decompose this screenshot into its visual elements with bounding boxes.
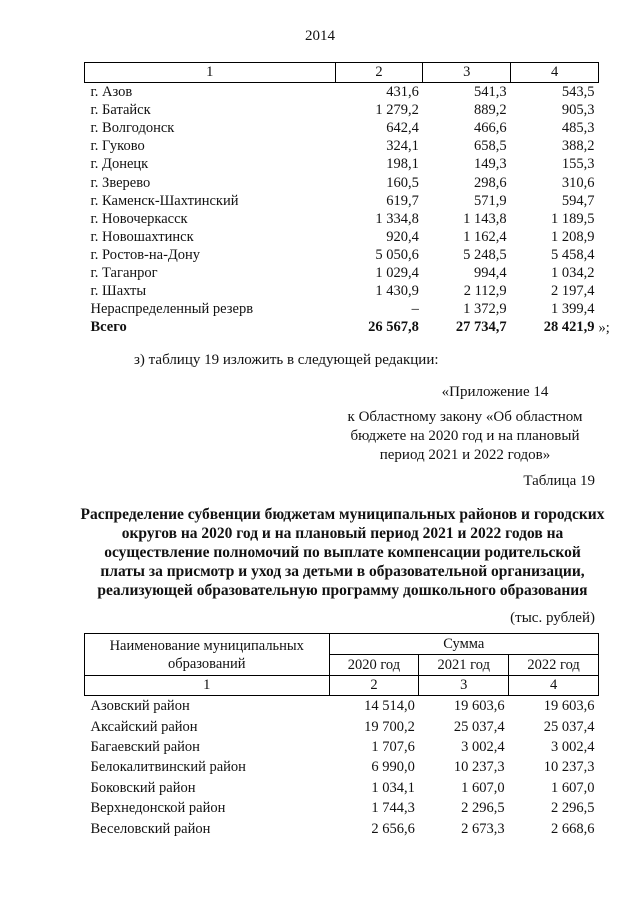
row-name: г. Азов [90, 84, 133, 101]
row-name: г. Новочеркасск [90, 210, 188, 227]
row-value: 6 990,0 [371, 759, 415, 776]
total-value: 27 734,7 [455, 319, 507, 336]
table-districts-cities [84, 62, 610, 337]
table-row [85, 737, 599, 757]
column-number: 1 [85, 676, 330, 696]
row-value: 466,6 [474, 120, 507, 137]
row-value: 541,3 [474, 84, 507, 101]
amendment-text: з) таблицу 19 изложить в следующей редакции: [134, 352, 439, 368]
row-value: 1 334,8 [375, 210, 419, 227]
closing-quote: »; [598, 320, 610, 337]
row-value: 149,3 [474, 156, 507, 173]
row-value: 324,1 [386, 138, 419, 155]
row-value: 994,4 [474, 264, 507, 281]
row-name: г. Зверево [90, 174, 151, 191]
column-header-year: 2021 год [419, 655, 509, 676]
column-number: 3 [423, 63, 511, 83]
row-value: 889,2 [474, 102, 507, 119]
row-name: г. Донецк [90, 156, 149, 173]
row-value: – [411, 301, 419, 318]
row-value: 1 279,2 [375, 102, 419, 119]
table-row [85, 778, 599, 798]
row-value: 155,3 [561, 156, 595, 173]
row-value: 543,5 [561, 84, 595, 101]
row-value: 19 700,2 [364, 718, 415, 735]
row-value: 1 607,0 [461, 779, 505, 796]
row-value: 571,9 [474, 192, 507, 209]
row-value: 19 603,6 [543, 698, 595, 715]
table-row [85, 716, 599, 736]
column-header-year: 2022 год [509, 655, 599, 676]
row-value: 19 603,6 [453, 698, 505, 715]
table-row [85, 798, 599, 818]
row-name: Веселовский район [90, 820, 211, 837]
row-value: 2 112,9 [463, 283, 507, 300]
row-value: 10 237,3 [543, 759, 595, 776]
page-number: 2014 [305, 28, 335, 44]
appendix-reference: к Областному закону «Об областном бюджете на 2020 год и на плановый период 2021 и 2022 годов» [347, 409, 583, 463]
table-heading: Распределение субвенции бюджетам муниципальных районов и городских округов на 2020 год и на плановый период 2021 и 2022 годов на осуществление полномочий по выплате компенсации родительской платы за присмотр и уход за детьми в образовательной организации, реализующей образовательную программу дошкольного образования [80, 506, 605, 599]
row-value: 619,7 [386, 192, 419, 209]
table-row [85, 300, 599, 318]
row-value: 1 029,4 [375, 264, 419, 281]
table-number-row [85, 676, 599, 696]
column-header-sum: Сумма [329, 634, 598, 655]
table-header-row [85, 63, 599, 83]
row-value: 1 430,9 [375, 283, 419, 300]
row-value: 25 037,4 [453, 718, 505, 735]
row-value: 298,6 [474, 174, 507, 191]
row-name: г. Каменск-Шахтинский [90, 192, 239, 209]
row-value: 160,5 [386, 174, 419, 191]
column-number: 2 [329, 676, 419, 696]
row-name: Верхнедонской район [90, 800, 226, 817]
row-value: 2 197,4 [551, 283, 595, 300]
row-value: 1 744,3 [371, 800, 415, 817]
total-value: 28 421,9 [543, 319, 595, 336]
table-row [85, 246, 599, 264]
row-name: Нераспределенный резерв [90, 301, 254, 318]
row-value: 1 707,6 [371, 738, 415, 755]
row-value: 2 673,3 [461, 820, 505, 837]
row-value: 310,6 [561, 174, 595, 191]
row-value: 1 034,2 [551, 264, 595, 281]
column-header-year: 2020 год [329, 655, 419, 676]
row-value: 1 372,9 [463, 301, 507, 318]
row-value: 5 050,6 [375, 246, 419, 263]
row-value: 3 002,4 [461, 738, 505, 755]
row-name: Белокалитвинский район [90, 759, 246, 776]
total-label: Всего [90, 319, 127, 336]
table-row [85, 101, 599, 119]
row-value: 485,3 [561, 120, 595, 137]
row-value: 2 296,5 [461, 800, 505, 817]
row-value: 431,6 [386, 84, 419, 101]
column-header-name: Наименование муниципальных образований [85, 634, 330, 676]
total-value: 26 567,8 [368, 319, 419, 336]
row-value: 10 237,3 [453, 759, 505, 776]
appendix-title: «Приложение 14 [441, 384, 549, 400]
row-value: 5 458,4 [551, 246, 595, 263]
row-value: 388,2 [561, 138, 595, 155]
row-name: г. Волгодонск [90, 120, 175, 137]
table-row [85, 228, 599, 246]
column-number: 1 [85, 63, 336, 83]
row-name: Аксайский район [90, 718, 198, 735]
units-label: (тыс. рублей) [510, 610, 595, 626]
row-value: 198,1 [386, 156, 419, 173]
row-name: Багаевский район [90, 738, 200, 755]
total-row [85, 318, 599, 336]
table-row [85, 155, 599, 173]
row-value: 2 296,5 [551, 800, 595, 817]
table-subvention [84, 633, 599, 839]
row-name: г. Ростов-на-Дону [90, 246, 201, 263]
table-row [85, 757, 599, 777]
row-value: 25 037,4 [543, 718, 595, 735]
table-row [85, 192, 599, 210]
row-value: 1 607,0 [551, 779, 595, 796]
row-value: 1 399,4 [551, 301, 595, 318]
row-value: 1 208,9 [551, 228, 595, 245]
column-number: 2 [335, 63, 423, 83]
table-row [85, 264, 599, 282]
row-value: 642,4 [386, 120, 419, 137]
row-name: г. Батайск [90, 102, 151, 119]
row-name: г. Шахты [90, 283, 147, 300]
row-value: 658,5 [474, 138, 507, 155]
column-number: 4 [511, 63, 599, 83]
table-row [85, 282, 599, 300]
row-value: 594,7 [561, 192, 595, 209]
row-value: 1 034,1 [371, 779, 415, 796]
row-name: Азовский район [90, 698, 190, 715]
table-row [85, 173, 599, 191]
table-header-row [85, 634, 599, 655]
row-value: 3 002,4 [551, 738, 595, 755]
row-value: 5 248,5 [463, 246, 507, 263]
row-name: Боковский район [90, 779, 196, 796]
column-number: 3 [419, 676, 509, 696]
table-row [85, 119, 599, 137]
row-value: 2 668,6 [551, 820, 595, 837]
row-value: 1 143,8 [463, 210, 507, 227]
row-name: г. Гуково [90, 138, 145, 155]
row-value: 920,4 [386, 228, 419, 245]
row-value: 1 162,4 [463, 228, 507, 245]
table-row [85, 696, 599, 717]
table-row [85, 83, 599, 102]
column-number: 4 [509, 676, 599, 696]
table-row [85, 137, 599, 155]
row-name: г. Таганрог [90, 264, 158, 281]
row-value: 2 656,6 [371, 820, 415, 837]
row-value: 1 189,5 [551, 210, 595, 227]
table-label: Таблица 19 [523, 473, 595, 489]
row-value: 14 514,0 [364, 698, 415, 715]
table-row [85, 818, 599, 838]
row-name: г. Новошахтинск [90, 228, 194, 245]
row-value: 905,3 [561, 102, 595, 119]
table-row [85, 210, 599, 228]
